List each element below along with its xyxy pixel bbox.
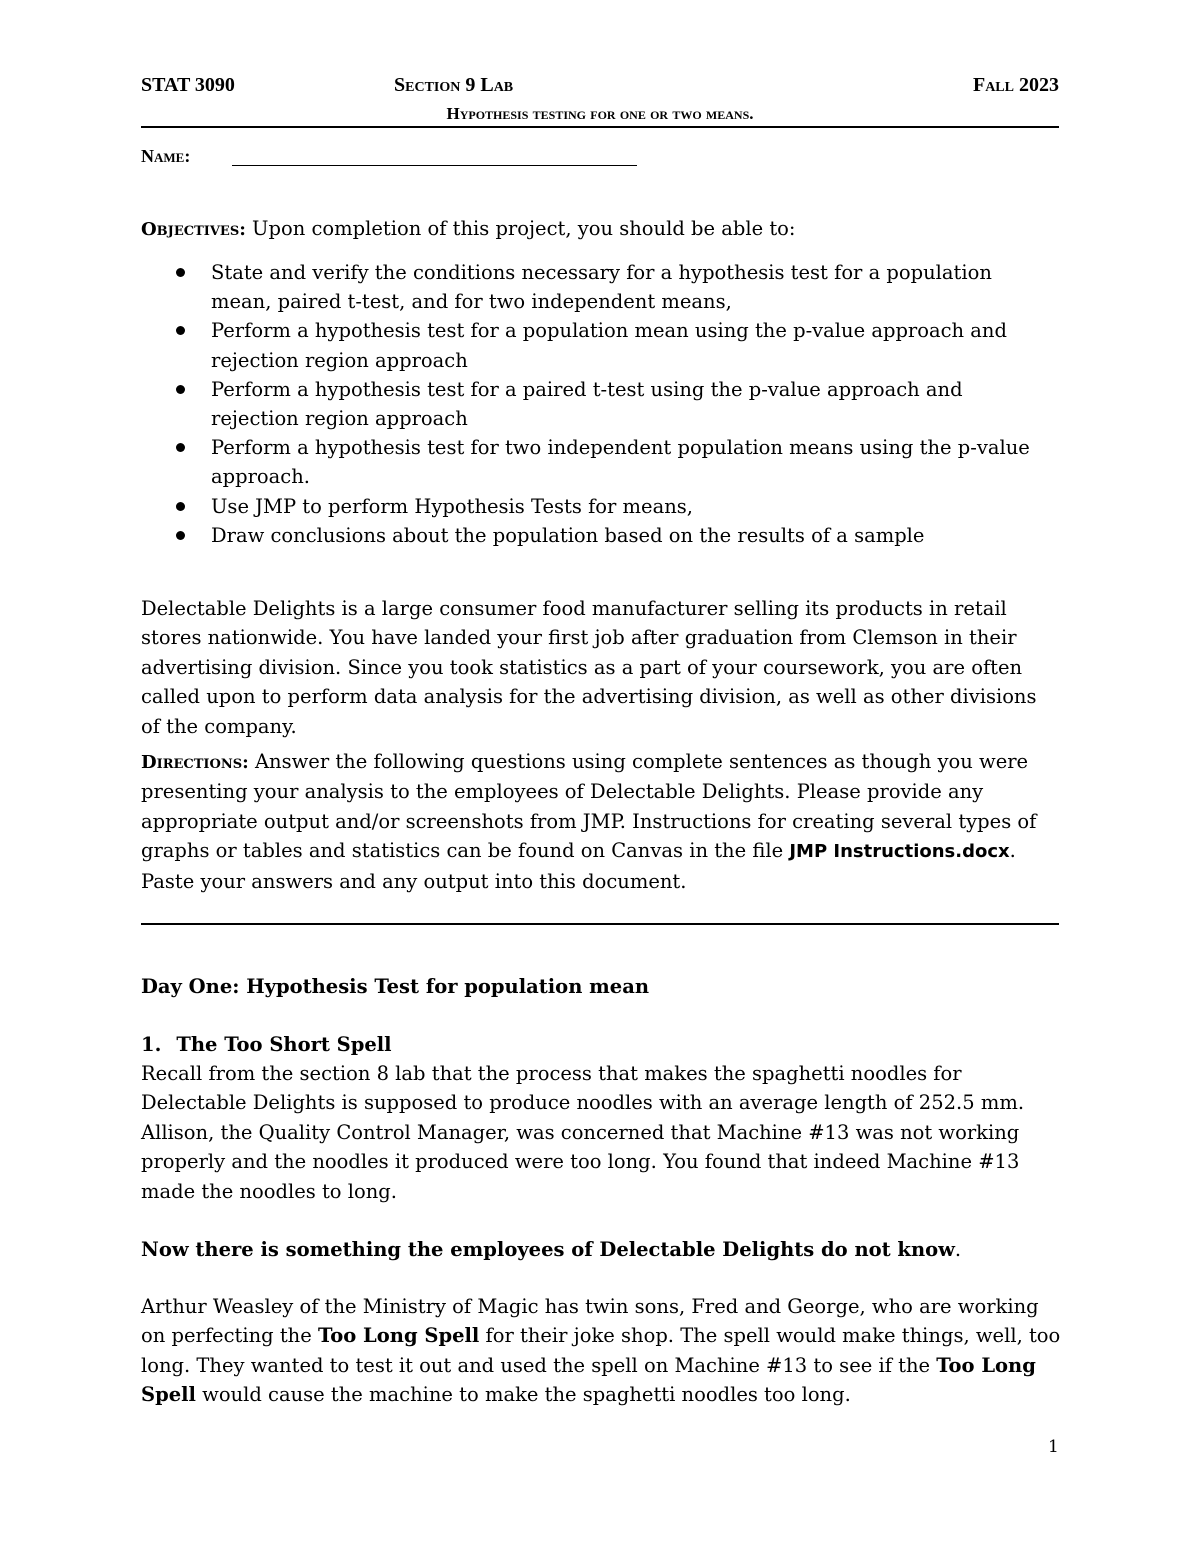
- term: Fall 2023: [972, 74, 1059, 96]
- list-item: Perform a hypothesis test for a population mean using the p-value approach and rejection region approach: [141, 316, 1041, 374]
- bullet-icon: [176, 326, 185, 335]
- day-one-heading: Day One: Hypothesis Test for population mean: [141, 975, 650, 998]
- objectives-intro: [141, 214, 1061, 244]
- page-number: 1: [1048, 1437, 1059, 1457]
- question-title: The Too Short Spell: [176, 1033, 392, 1056]
- list-item: State and verify the conditions necessary for a hypothesis test for a population mean, paired t-test, and for two independent means,: [141, 258, 1041, 316]
- course-code: STAT 3090: [141, 74, 235, 96]
- objectives-list: [141, 258, 1041, 550]
- question-1-heading: [141, 1030, 1061, 1059]
- section-title: Section 9 Lab: [394, 74, 514, 96]
- bullet-icon: [176, 268, 185, 277]
- name-field-line[interactable]: [232, 165, 637, 166]
- list-item: Perform a hypothesis test for a paired t-test using the p-value approach and rejection region approach: [141, 375, 1041, 433]
- directions-label: Directions:: [141, 752, 249, 773]
- section-rule: [141, 923, 1059, 925]
- bullet-icon: [176, 443, 185, 452]
- spell-name: Too Long Spell: [141, 1353, 1036, 1407]
- bullet-icon: [176, 502, 185, 511]
- secret-line: Now there is something the employees of Delectable Delights do not know.: [141, 1238, 962, 1261]
- jmp-instructions-file: JMP Instructions.docx: [789, 841, 1010, 863]
- question-number: 1.: [141, 1033, 162, 1056]
- page-header: [141, 74, 1059, 100]
- name-label: Name:: [141, 146, 191, 166]
- objectives-intro-text: Upon completion of this project, you should be able to:: [245, 217, 796, 240]
- list-item: Perform a hypothesis test for two independent population means using the p-value approach.: [141, 433, 1041, 491]
- header-rule: [141, 126, 1059, 128]
- story-paragraph: Arthur Weasley of the Ministry of Magic has twin sons, Fred and George, who are working on perfecting the Too Long Spell for their joke shop. The spell would make things, well, too long. They wanted to test it out and used the spell on Machine #13 to see if the Too Long Spell would cause the machine to make the spaghetti noodles too long.: [141, 1295, 1061, 1407]
- question-1-text: Recall from the section 8 lab that the process that makes the spaghetti noodles for Delectable Delights is supposed to produce noodles with an average length of 252.5 mm. Allison, the Quality Control Manager, was concerned that Machine #13 was not working properly and the noodles it produced were too long. You found that indeed Machine #13 made the noodles to long.: [141, 1062, 1025, 1203]
- directions-paragraph: Directions: Answer the following questions using complete sentences as though you were presenting your analysis to the employees of Delectable Delights. Please provide any appropriate output and/or screenshots from JMP. Instructions for creating several types of graphs or tables and statistics can be found on Canvas in the file JMP Instructions.docx. Paste your answers and any output into this document.: [141, 750, 1037, 893]
- bullet-icon: [176, 531, 185, 540]
- spell-name: Too Long Spell: [317, 1324, 480, 1348]
- list-item: Use JMP to perform Hypothesis Tests for means,: [141, 492, 1041, 521]
- lab-subtitle: Hypothesis testing for one or two means.: [446, 104, 754, 123]
- objectives-label: Objectives:: [141, 219, 246, 240]
- intro-paragraph: Delectable Delights is a large consumer food manufacturer selling its products in retail stores nationwide. You have landed your first job after graduation from Clemson in their advertising division. Since you took statistics as a part of your coursework, you are often called upon to perform data analysis for the advertising division, as well as other divisions of the company.: [141, 597, 1037, 738]
- bullet-icon: [176, 385, 185, 394]
- list-item: Draw conclusions about the population based on the results of a sample: [141, 521, 1041, 550]
